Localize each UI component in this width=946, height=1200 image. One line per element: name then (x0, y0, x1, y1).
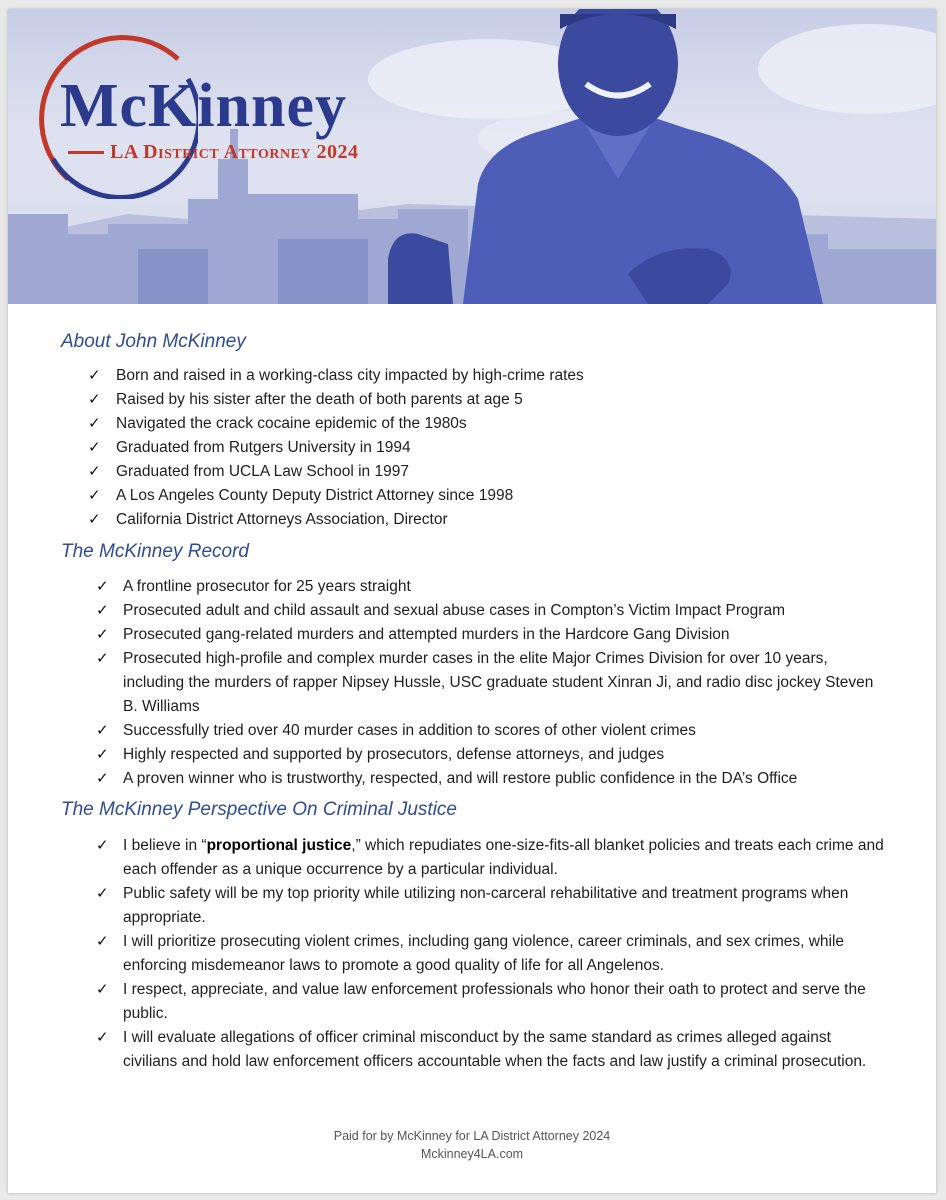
checkmark-icon: ✓ (96, 770, 109, 787)
logo-subtitle: LA District Attorney 2024 (110, 141, 359, 163)
list-item: ✓ Prosecuted high-profile and complex murder cases in the elite Major Crimes Division for over 10 years, including the murders of rapper Nipsey Hussle, USC graduate student Xinran Ji, and radio disc jockey Steven B. Williams (96, 647, 888, 719)
emphasized-term: proportional justice (206, 837, 352, 854)
list-item: ✓ A frontline prosecutor for 25 years straight (96, 575, 888, 599)
perspective-list (96, 834, 888, 1074)
checkmark-icon: ✓ (88, 463, 101, 480)
list-item: ✓ Born and raised in a working-class city impacted by high-crime rates (88, 364, 896, 388)
checkmark-icon: ✓ (96, 837, 109, 854)
list-item: ✓ I will evaluate allegations of officer criminal misconduct by the same standard as crimes alleged against civilians and hold law enforcement officers accountable when the facts and law justify a criminal prosecution. (96, 1026, 888, 1074)
flyer-page (8, 9, 936, 1193)
list-item: ✓ Graduated from Rutgers University in 1994 (88, 436, 896, 460)
checkmark-icon: ✓ (96, 578, 109, 595)
record-list (96, 575, 888, 791)
checkmark-icon: ✓ (96, 722, 109, 739)
section-heading-perspective: The McKinney Perspective On Criminal Justice (61, 799, 457, 820)
checkmark-icon: ✓ (88, 439, 101, 456)
list-item: ✓ Successfully tried over 40 murder cases in addition to scores of other violent crimes (96, 719, 888, 743)
checkmark-icon: ✓ (88, 391, 101, 408)
section-heading-record: The McKinney Record (61, 541, 249, 562)
list-item: ✓ I believe in “proportional justice,” which repudiates one-size-fits-all blanket policies and treats each crime and each offender as a unique occurrence by a particular individual. (96, 834, 888, 882)
checkmark-icon: ✓ (96, 885, 109, 902)
list-item: ✓ Public safety will be my top priority while utilizing non-carceral rehabilitative and treatment programs when appropriate. (96, 882, 888, 930)
checkmark-icon: ✓ (88, 415, 101, 432)
checkmark-icon: ✓ (88, 511, 101, 528)
paid-for-disclaimer: Paid for by McKinney for LA District Attorney 2024 (333, 1129, 611, 1143)
checkmark-icon: ✓ (96, 981, 109, 998)
list-item: ✓ Raised by his sister after the death of both parents at age 5 (88, 388, 896, 412)
checkmark-icon: ✓ (96, 626, 109, 643)
checkmark-icon: ✓ (88, 487, 101, 504)
list-item: ✓ Prosecuted adult and child assault and sexual abuse cases in Compton’s Victim Impact Program (96, 599, 888, 623)
checkmark-icon: ✓ (96, 650, 109, 667)
flyer-content (8, 9, 936, 1193)
list-item: ✓ Graduated from UCLA Law School in 1997 (88, 460, 896, 484)
list-item: ✓ Prosecuted gang-related murders and attempted murders in the Hardcore Gang Division (96, 623, 888, 647)
list-item: ✓ Highly respected and supported by prosecutors, defense attorneys, and judges (96, 743, 888, 767)
logo-title: McKinney (60, 72, 347, 140)
checkmark-icon: ✓ (96, 602, 109, 619)
checkmark-icon: ✓ (96, 746, 109, 763)
checkmark-icon: ✓ (96, 933, 109, 950)
list-item: ✓ Navigated the crack cocaine epidemic of the 1980s (88, 412, 896, 436)
section-heading-about: About John McKinney (61, 331, 246, 352)
list-item: ✓ I will prioritize prosecuting violent crimes, including gang violence, career criminals, and sex crimes, while enforcing misdemeanor laws to promote a good quality of life for all Angelenos. (96, 930, 888, 978)
about-list (88, 364, 896, 532)
list-item: ✓ A proven winner who is trustworthy, respected, and will restore public confidence in the DA’s Office (96, 767, 888, 791)
list-item: ✓ A Los Angeles County Deputy District Attorney since 1998 (88, 484, 896, 508)
list-item: ✓ California District Attorneys Association, Director (88, 508, 896, 532)
campaign-website: Mckinney4LA.com (420, 1147, 524, 1161)
checkmark-icon: ✓ (96, 1029, 109, 1046)
list-item: ✓ I respect, appreciate, and value law enforcement professionals who honor their oath to protect and serve the public. (96, 978, 888, 1026)
checkmark-icon: ✓ (88, 367, 101, 384)
